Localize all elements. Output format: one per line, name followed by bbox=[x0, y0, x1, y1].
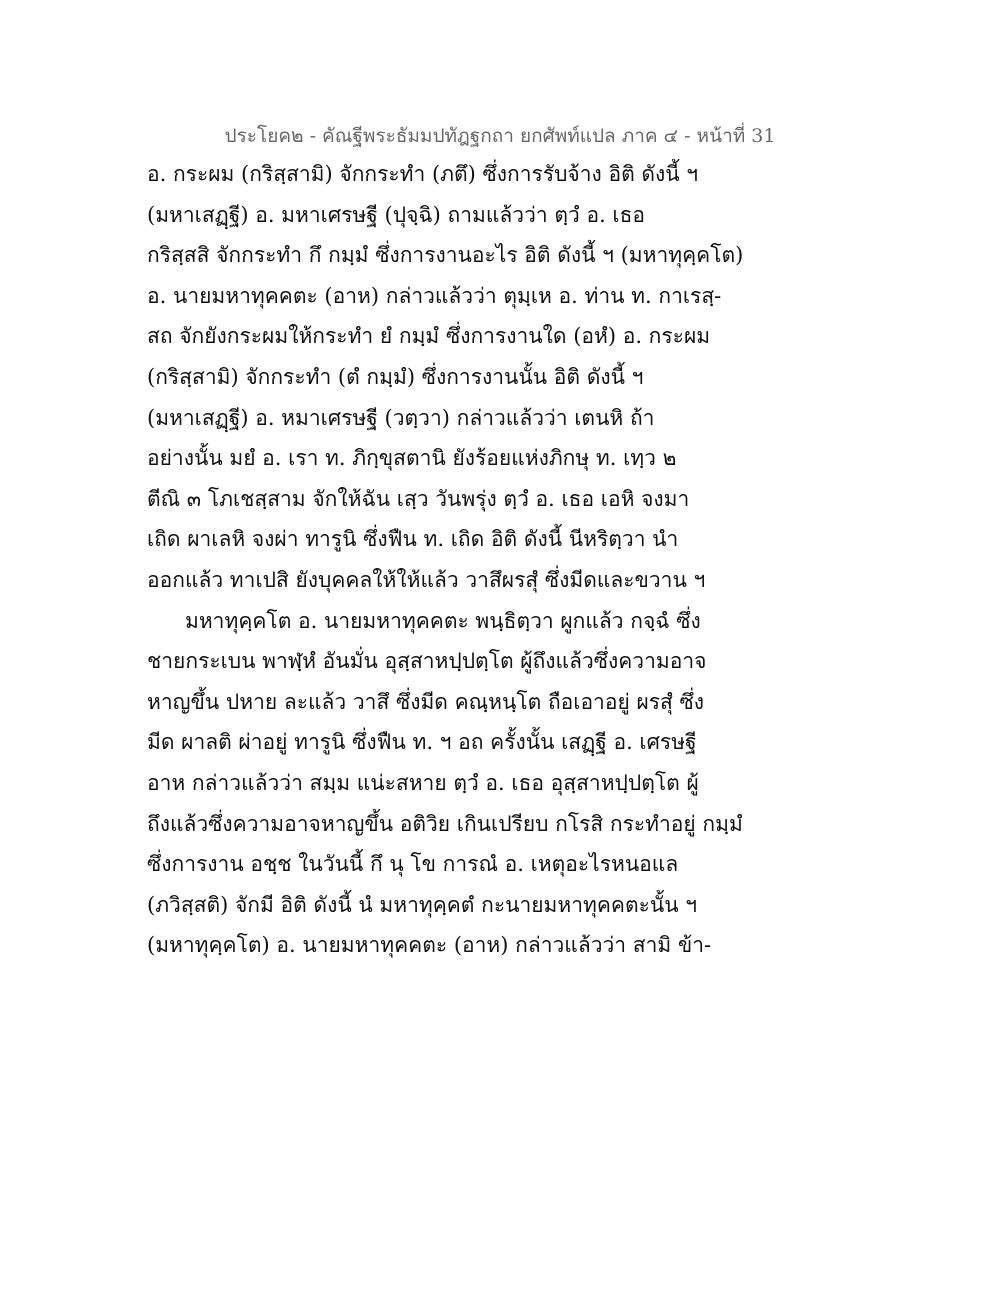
text-line: (มหาเสฏฺฐี) อ. มหาเศรษฐี (ปุจฺฉิ) ถามแล้วว่า ตฺวํ อ. เธอ bbox=[147, 202, 646, 227]
running-header: ประโยค๒ - คัณฐีพระธัมมปทัฎฐกถา ยกศัพท์แปล ภาค ๔ - หน้าที่ 31 bbox=[224, 125, 776, 147]
text-line: อาห กล่าวแล้วว่า สมฺม แน่ะสหาย ตฺวํ อ. เธอ อุสฺสาหปฺปตฺโต ผู้ bbox=[147, 770, 699, 795]
text-line: อ. กระผม (กริสฺสามิ) จักกระทำ (ภตึ) ซึ่งการรับจ้าง อิติ ดังนี้ ฯ bbox=[147, 162, 699, 186]
text-line: ซึ่งการงาน อชฺช ในวันนี้ กึ นุ โข การณํ อ. เหตุอะไรหนอแล bbox=[147, 852, 679, 877]
text-line: หาญขึ้น ปหาย ละแล้ว วาสึ ซึ่งมีด คณฺหนฺโต ถือเอาอยู่ ผรสุํ ซึ่ง bbox=[147, 689, 705, 714]
text-line: อ. นายมหาทุคคตะ (อาห) กล่าวแล้วว่า ตุมฺเห อ. ท่าน ท. กาเรสฺ- bbox=[147, 283, 722, 308]
text-line: ถึงแล้วซึ่งความอาจหาญขึ้น อติวิย เกินเปรียบ กโรสิ กระทำอยู่ กมฺมํ bbox=[147, 811, 743, 836]
body-text bbox=[147, 154, 744, 966]
text-line: ตีณิ ๓ โภเชสฺสาม จักให้ฉัน เสฺว วันพรุ่ง ตฺวํ อ. เธอ เอหิ จงมา bbox=[147, 486, 690, 511]
text-line: (กริสฺสามิ) จักกระทำ (ตํ กมฺมํ) ซึ่งการงานนั้น อิติ ดังนี้ ฯ bbox=[147, 364, 644, 389]
text-line: (มหาเสฏฺฐี) อ. หมาเศรษฐี (วตฺวา) กล่าวแล้วว่า เตนหิ ถ้า bbox=[147, 405, 655, 430]
text-line: ชายกระเบน พาฬฺหํ อันมั่น อุสฺสาหปฺปตฺโต ผู้ถึงแล้วซึ่งความอาจ bbox=[147, 649, 707, 674]
text-line: สถ จักยังกระผมให้กระทำ ยํ กมฺมํ ซึ่งการงานใด (อหํ) อ. กระผม bbox=[147, 324, 711, 349]
text-line: (ภวิสฺสติ) จักมี อิติ ดังนี้ นํ มหาทุคฺคตํ กะนายมหาทุคคตะนั้น ฯ bbox=[147, 892, 698, 917]
text-line: กริสฺสสิ จักกระทำ กึ กมฺมํ ซึ่งการงานอะไร อิติ ดังนี้ ฯ (มหาทุคฺคโต) bbox=[147, 243, 744, 268]
text-line: มีด ผาลติ ผ่าอยู่ ทารูนิ ซึ่งฟืน ท. ฯ อถ ครั้งนั้น เสฏฺฐี อ. เศรษฐี bbox=[147, 730, 697, 755]
text-line: ออกแล้ว ทาเปสิ ยังบุคคลให้ให้แล้ว วาสึผรสุํ ซึ่งมีดและขวาน ฯ bbox=[147, 567, 706, 592]
text-line: เถิด ผาเลหิ จงผ่า ทารูนิ ซึ่งฟืน ท. เถิด อิติ ดังนี้ นีหริตฺวา นำ bbox=[147, 527, 679, 552]
text-line: อย่างนั้น มยํ อ. เรา ท. ภิกฺขุสตานิ ยังร้อยแห่งภิกษุ ท. เทฺว ๒ bbox=[147, 446, 677, 471]
paragraph-first-line: มหาทุคฺคโต อ. นายมหาทุคคตะ พนฺธิตฺวา ผูกแล้ว กจฺฉํ ซึ่ง bbox=[185, 608, 701, 633]
text-line: (มหาทุคฺคโต) อ. นายมหาทุคคตะ (อาห) กล่าวแล้วว่า สามิ ข้า- bbox=[147, 933, 712, 958]
